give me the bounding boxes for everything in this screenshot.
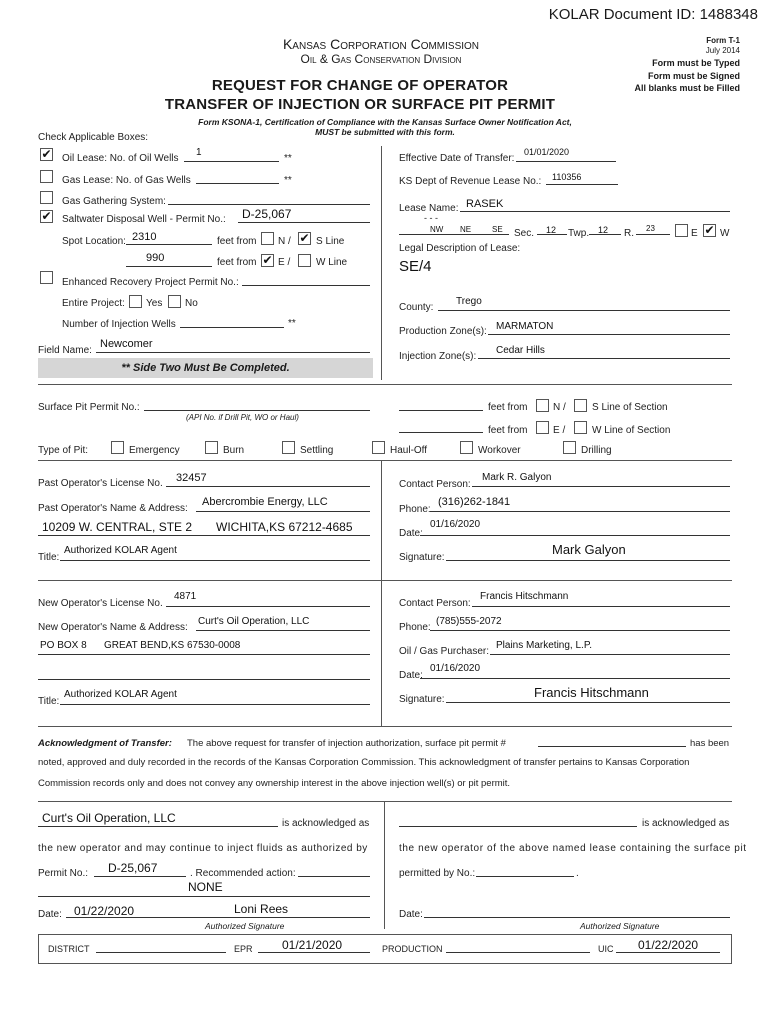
legal-desc-value[interactable]: SE/4 bbox=[399, 258, 432, 275]
past-name-value[interactable]: Abercrombie Energy, LLC bbox=[202, 496, 328, 508]
past-name-label: Past Operator's Name & Address: bbox=[38, 503, 188, 514]
spot-ns-value[interactable]: 2310 bbox=[132, 231, 157, 243]
new-title-value[interactable]: Authorized KOLAR Agent bbox=[64, 689, 177, 700]
past-license-label: Past Operator's License No. bbox=[38, 478, 163, 489]
form-note-signed: Form must be Signed bbox=[647, 71, 740, 81]
pit-emergency-label: Emergency bbox=[129, 445, 180, 456]
ack-permitted-label: permitted by No.: bbox=[399, 868, 476, 879]
ack-left-signer[interactable]: Loni Rees bbox=[234, 902, 289, 916]
past-phone-value[interactable]: (316)262-1841 bbox=[438, 496, 511, 508]
quarter-2[interactable]: NE bbox=[460, 225, 472, 234]
n-line-checkbox[interactable] bbox=[261, 232, 274, 245]
ack-left-date-value[interactable]: 01/22/2020 bbox=[74, 904, 135, 918]
purchaser-label: Oil / Gas Purchaser: bbox=[399, 646, 490, 657]
lease-name-label: Lease Name: bbox=[399, 203, 459, 214]
pit-burn-checkbox[interactable] bbox=[205, 441, 218, 454]
sec-value[interactable]: 12 bbox=[546, 225, 557, 235]
form-note-typed: Form must be Typed bbox=[652, 58, 740, 68]
range-w-label: W bbox=[720, 228, 730, 239]
w-line-checkbox[interactable] bbox=[298, 254, 311, 267]
stars-3: ** bbox=[288, 318, 296, 329]
ack-text-2: noted, approved and duly recorded in the records of the Kansas Corporation Commission. This acknowledgment of transfer pertains to Kansas Corporation bbox=[38, 757, 690, 768]
s-line-checkbox[interactable]: ✔ bbox=[299, 231, 310, 245]
epr-date[interactable]: 01/21/2020 bbox=[282, 938, 343, 952]
ack-period: . bbox=[576, 868, 579, 879]
gas-system-label: Gas Gathering System: bbox=[62, 196, 166, 207]
pit-workover-label: Workover bbox=[478, 445, 521, 456]
range-value[interactable]: 23 bbox=[646, 224, 655, 233]
form-note-filled: All blanks must be Filled bbox=[634, 83, 740, 93]
past-signature-label: Signature: bbox=[399, 552, 445, 563]
past-title-value[interactable]: Authorized KOLAR Agent bbox=[64, 545, 177, 556]
lease-name-value[interactable]: RASEK bbox=[466, 198, 504, 210]
injection-wells-label: Number of Injection Wells bbox=[62, 319, 176, 330]
ack-text-1: The above request for transfer of injection authorization, surface pit permit # bbox=[187, 738, 506, 749]
swd-checkbox[interactable]: ✔ bbox=[41, 209, 52, 223]
twp-label: Twp. bbox=[568, 228, 590, 239]
new-contact-label: Contact Person: bbox=[399, 598, 471, 609]
uic-date[interactable]: 01/22/2020 bbox=[638, 938, 699, 952]
ack-has-been: has been bbox=[690, 738, 730, 749]
past-date-value[interactable]: 01/16/2020 bbox=[430, 519, 481, 530]
ack-permit-label: Permit No.: bbox=[38, 868, 89, 879]
form-number: Form T-1 bbox=[706, 36, 740, 45]
ack-recommended-value[interactable]: NONE bbox=[188, 880, 223, 894]
past-signature-value[interactable]: Mark Galyon bbox=[552, 542, 626, 557]
eor-label: Enhanced Recovery Project Permit No.: bbox=[62, 277, 239, 288]
range-w-checkbox[interactable]: ✔ bbox=[704, 223, 715, 237]
ack-right-auth-sig: Authorized Signature bbox=[580, 921, 660, 931]
past-address-2[interactable]: WICHITA,KS 67212-4685 bbox=[216, 520, 353, 534]
spot-ew-value[interactable]: 990 bbox=[146, 252, 165, 264]
new-contact-value[interactable]: Francis Hitschmann bbox=[480, 591, 569, 602]
document-id: KOLAR Document ID: 1488348 bbox=[548, 6, 758, 23]
pit-emergency-checkbox[interactable] bbox=[111, 441, 124, 454]
past-title-label: Title: bbox=[38, 552, 60, 563]
w-line-label: W Line bbox=[316, 257, 348, 268]
no-label: No bbox=[185, 298, 198, 309]
new-phone-label: Phone: bbox=[399, 622, 431, 633]
e-line-checkbox[interactable]: ✔ bbox=[262, 253, 273, 267]
past-contact-value[interactable]: Mark R. Galyon bbox=[482, 472, 552, 483]
pit-type-label: Type of Pit: bbox=[38, 445, 89, 456]
feet-from-ew: feet from bbox=[217, 257, 257, 268]
past-contact-label: Contact Person: bbox=[399, 479, 471, 490]
entire-no-checkbox[interactable] bbox=[168, 295, 181, 308]
oil-lease-checkbox[interactable]: ✔ bbox=[41, 147, 52, 161]
ack-permit-value[interactable]: D-25,067 bbox=[108, 861, 158, 875]
agency-name: Kansas Corporation Commission bbox=[282, 36, 480, 52]
ack-right-date-label: Date: bbox=[399, 909, 423, 920]
ack-is-acknowledged-right: is acknowledged as bbox=[642, 818, 730, 829]
new-address-2[interactable]: GREAT BEND,KS 67530-0008 bbox=[104, 640, 241, 651]
quarter-dashes: - - - bbox=[424, 213, 438, 223]
stars-1: ** bbox=[284, 153, 292, 164]
new-signature-label: Signature: bbox=[399, 694, 445, 705]
ack-heading: Acknowledgment of Transfer: bbox=[38, 738, 172, 749]
swd-permit-value[interactable]: D-25,067 bbox=[242, 207, 292, 221]
ack-operator-name[interactable]: Curt's Oil Operation, LLC bbox=[42, 811, 176, 825]
pit-w-checkbox[interactable] bbox=[574, 421, 587, 434]
ack-is-acknowledged-left: is acknowledged as bbox=[282, 818, 370, 829]
e-label: E / bbox=[278, 257, 291, 268]
pit-s-checkbox[interactable] bbox=[574, 399, 587, 412]
form-title-1: REQUEST FOR CHANGE OF OPERATOR bbox=[211, 77, 509, 94]
past-phone-label: Phone: bbox=[399, 504, 431, 515]
eor-checkbox[interactable] bbox=[40, 271, 53, 284]
feet-from-ns: feet from bbox=[217, 236, 257, 247]
new-title-label: Title: bbox=[38, 696, 60, 707]
pit-hauloff-label: Haul-Off bbox=[390, 445, 428, 456]
district-label: DISTRICT bbox=[48, 944, 90, 954]
ack-right-text: the new operator of the above named lease containing the surface pit bbox=[399, 843, 747, 854]
past-license-value[interactable]: 32457 bbox=[176, 472, 207, 484]
ks-lease-value[interactable]: 110356 bbox=[552, 172, 582, 182]
pit-w-label: W Line of Section bbox=[592, 425, 671, 436]
county-label: County: bbox=[399, 302, 434, 313]
form-subtitle-1: Form KSONA-1, Certification of Compliance with the Kansas Surface Owner Notification Act, bbox=[198, 117, 572, 127]
new-phone-value[interactable]: (785)555-2072 bbox=[436, 616, 502, 627]
check-boxes-label: Check Applicable Boxes: bbox=[38, 132, 149, 143]
production-zone-value[interactable]: MARMATON bbox=[496, 321, 554, 332]
pit-n-checkbox[interactable] bbox=[536, 399, 549, 412]
form-date: July 2014 bbox=[705, 46, 740, 55]
pit-settling-checkbox[interactable] bbox=[282, 441, 295, 454]
range-label: R. bbox=[624, 228, 634, 239]
effective-date-label: Effective Date of Transfer: bbox=[399, 153, 515, 164]
form-title-2: TRANSFER OF INJECTION OR SURFACE PIT PERMIT bbox=[164, 96, 556, 113]
past-date-label: Date: bbox=[399, 528, 423, 539]
production-zone-label: Production Zone(s): bbox=[399, 326, 487, 337]
pit-hauloff-checkbox[interactable] bbox=[372, 441, 385, 454]
s-line-label: S Line bbox=[316, 236, 345, 247]
pit-feet-from-ew: feet from bbox=[488, 425, 528, 436]
ack-text-3: Commission records only and does not convey any ownership interest in the above injection well(s) or pit permit. bbox=[38, 778, 511, 789]
effective-date-value[interactable]: 01/01/2020 bbox=[524, 147, 570, 157]
new-name-label: New Operator's Name & Address: bbox=[38, 622, 188, 633]
past-address-1[interactable]: 10209 W. CENTRAL, STE 2 bbox=[42, 520, 193, 534]
pit-drilling-label: Drilling bbox=[581, 445, 612, 456]
form-subtitle-2: MUST be submitted with this form. bbox=[315, 127, 455, 137]
range-e-label: E bbox=[691, 228, 698, 239]
range-e-checkbox[interactable] bbox=[675, 224, 688, 237]
ack-left-date-label: Date: bbox=[38, 909, 62, 920]
field-name-label: Field Name: bbox=[38, 345, 92, 356]
ks-lease-label: KS Dept of Revenue Lease No.: bbox=[399, 176, 542, 187]
side-two-banner: ** Side Two Must Be Completed. bbox=[38, 358, 373, 378]
oil-wells-value[interactable]: 1 bbox=[196, 147, 202, 158]
gas-system-checkbox[interactable] bbox=[40, 191, 53, 204]
ack-left-text: the new operator and may continue to inject fluids as authorized by bbox=[38, 843, 368, 854]
gas-lease-label: Gas Lease: No. of Gas Wells bbox=[62, 175, 191, 186]
sec-label: Sec. bbox=[514, 228, 535, 239]
pit-e-label: E / bbox=[553, 425, 566, 436]
new-license-value[interactable]: 4871 bbox=[174, 591, 197, 602]
new-name-value[interactable]: Curt's Oil Operation, LLC bbox=[198, 616, 310, 627]
yes-label: Yes bbox=[146, 298, 163, 309]
production-label: PRODUCTION bbox=[382, 944, 443, 954]
pit-burn-label: Burn bbox=[223, 445, 245, 456]
ack-recommended-label: . Recommended action: bbox=[190, 868, 296, 879]
injection-zone-label: Injection Zone(s): bbox=[399, 351, 477, 362]
pit-feet-from-ns: feet from bbox=[488, 402, 528, 413]
injection-zone-value[interactable]: Cedar Hills bbox=[496, 345, 545, 356]
pit-n-label: N / bbox=[553, 402, 566, 413]
gas-lease-checkbox[interactable] bbox=[40, 170, 53, 183]
new-date-label: Date: bbox=[399, 670, 423, 681]
epr-label: EPR bbox=[234, 944, 253, 954]
entire-yes-checkbox[interactable] bbox=[129, 295, 142, 308]
pit-settling-label: Settling bbox=[300, 445, 334, 456]
county-value[interactable]: Trego bbox=[456, 296, 482, 307]
new-date-value[interactable]: 01/16/2020 bbox=[430, 663, 481, 674]
twp-value[interactable]: 12 bbox=[598, 225, 609, 235]
division-name: Oil & Gas Conservation Division bbox=[300, 52, 462, 66]
n-label: N / bbox=[278, 236, 291, 247]
stars-2: ** bbox=[284, 175, 292, 186]
api-note: (API No. if Drill Pit, WO or Haul) bbox=[186, 413, 299, 422]
quarter-1[interactable]: NW bbox=[430, 225, 444, 234]
spot-location-label: Spot Location: bbox=[62, 236, 126, 247]
oil-lease-label: Oil Lease: No. of Oil Wells bbox=[62, 153, 179, 164]
legal-desc-label: Legal Description of Lease: bbox=[399, 243, 521, 254]
pit-workover-checkbox[interactable] bbox=[460, 441, 473, 454]
entire-project-label: Entire Project: bbox=[62, 298, 125, 309]
swd-label: Saltwater Disposal Well - Permit No.: bbox=[62, 214, 226, 225]
new-signature-value[interactable]: Francis Hitschmann bbox=[534, 685, 649, 700]
ack-left-auth-sig: Authorized Signature bbox=[205, 921, 285, 931]
pit-drilling-checkbox[interactable] bbox=[563, 441, 576, 454]
quarter-3[interactable]: SE bbox=[492, 225, 503, 234]
field-name-value[interactable]: Newcomer bbox=[100, 338, 153, 350]
uic-label: UIC bbox=[598, 944, 614, 954]
new-license-label: New Operator's License No. bbox=[38, 598, 163, 609]
pit-s-label: S Line of Section bbox=[592, 402, 668, 413]
purchaser-value[interactable]: Plains Marketing, L.P. bbox=[496, 640, 592, 651]
new-address-1[interactable]: PO BOX 8 bbox=[40, 640, 87, 651]
surface-pit-label: Surface Pit Permit No.: bbox=[38, 402, 140, 413]
pit-e-checkbox[interactable] bbox=[536, 421, 549, 434]
